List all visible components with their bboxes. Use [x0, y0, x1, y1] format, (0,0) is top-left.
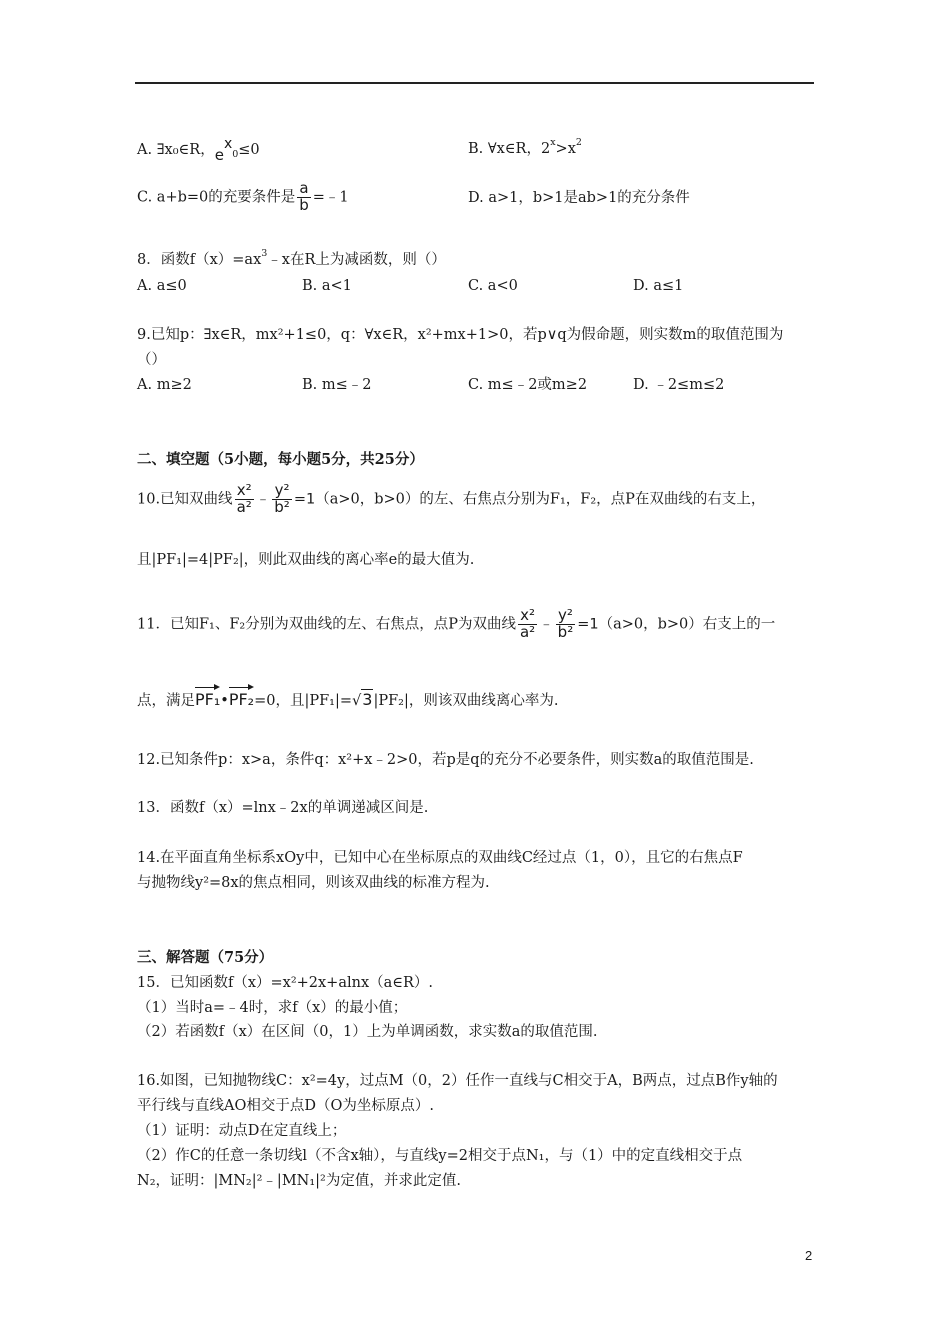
q14-line2: 与抛物线y²=8x的焦点相同，则该双曲线的标准方程为. — [137, 875, 490, 891]
fraction-x2-over-a2: $\frac{\text{x²}}{\text{a²}}$ — [236, 481, 252, 516]
fraction-y2-over-b2: $\frac{\text{y²}}{\text{b²}}$ — [557, 606, 574, 641]
q7-option-c: C. a+b=0的充要条件是 $\frac{a}{b}$ =﹣1 — [137, 179, 349, 214]
q8-option-b: B. a<1 — [302, 278, 352, 294]
q12-stem: 12.已知条件p：x>a，条件q：x²+x﹣2>0，若p是q的充分不必要条件，则实数a的取值范围是. — [137, 752, 754, 768]
q16-line1: 16.如图，已知抛物线C：x²=4y，过点M（0，2）任作一直线与C相交于A，B两点，过点B作y轴的 — [137, 1073, 778, 1089]
q8-option-d: D. a≤1 — [633, 278, 684, 294]
q9-option-c: C. m≤﹣2或m≥2 — [468, 377, 588, 393]
fraction-y2-over-b2: $\frac{\text{y²}}{\text{b²}}$ — [274, 481, 290, 516]
q16-part1: （1）证明：动点D在定直线上； — [137, 1123, 347, 1139]
q8-option-a: A. a≤0 — [137, 278, 187, 294]
q10-line2: 且|PF₁|=4|PF₂|，则此双曲线的离心率e的最大值为. — [137, 552, 475, 568]
q9-option-a: A. m≥2 — [137, 377, 192, 393]
q9-stem-line2: （） — [137, 352, 166, 368]
vector-pf2: PF₂ — [229, 686, 254, 709]
q16-part2-line2: N₂，证明：|MN₂|²﹣|MN₁|²为定值，并求此定值. — [137, 1173, 461, 1189]
fraction-x2-over-a2: $\frac{\text{x²}}{\text{a²}}$ — [519, 606, 536, 641]
q16-part2-line1: （2）作C的任意一条切线l（不含x轴），与直线y=2相交于点N₁，与（1）中的定直线相交于点 — [137, 1148, 743, 1164]
q10-line1: 10.已知双曲线 $\frac{\text{x²}}{\text{a²}}$ ﹣ $\frac{\text{y²}}{\text{b²}}$ =1（a>0，b>0）的左、右焦点分别为F₁，F₂，点P在双曲线的右支上， — [137, 481, 766, 516]
q15-stem: 15．已知函数f（x）=x²+2x+alnx（a∈R）. — [137, 975, 434, 991]
q15-part2: （2）若函数f（x）在区间（0，1）上为单调函数，求实数a的取值范围. — [137, 1024, 598, 1040]
q13-stem: 13．函数f（x）=lnx﹣2x的单调递减区间是. — [137, 800, 429, 816]
q11-line2: 点，满足PF₁•PF₂=0，且|PF₁|=√3|PF₂|，则该双曲线离心率为. — [137, 686, 558, 710]
q8-option-c: C. a<0 — [468, 278, 518, 294]
q8-stem: 8．函数$f(x)=ax^3﹣x$在R上为减函数，则（） — [137, 248, 446, 268]
section-3-heading: 三、解答题（75分） — [137, 949, 274, 966]
q11-line1: 11．已知F₁、F₂分别为双曲线的左、右焦点，点P为双曲线 $\frac{\text{x²}}{\text{a²}}$ ﹣ $\frac{\text{y²}}{\text{b²}}$ =1（a>0，b>0）右支上的一 — [137, 606, 776, 641]
q7-option-b: B. ∀x∈R，$2^x>x^2$ — [468, 137, 582, 157]
vector-pf1: PF₁ — [195, 686, 220, 709]
q9-option-b: B. m≤﹣2 — [302, 377, 372, 393]
fraction-a-over-b: $\frac{a}{b}$ — [299, 179, 309, 214]
q7-option-d: D. a>1，b>1是ab>1的充分条件 — [468, 190, 690, 206]
page-number: 2 — [805, 1248, 813, 1263]
q16-line2: 平行线与直线AO相交于点D（O为坐标原点）. — [137, 1098, 434, 1114]
q9-stem-line1: 9.已知p：∃x∈R，mx²+1≤0，q：∀x∈R，x²+mx+1>0，若p∨q为假命题，则实数m的取值范围为 — [137, 327, 784, 343]
sqrt-3: √3 — [352, 690, 373, 709]
q14-line1: 14.在平面直角坐标系xOy中，已知中心在坐标原点的双曲线C经过点（1，0），且它的右焦点F — [137, 850, 743, 866]
header-rule — [135, 82, 814, 84]
q15-part1: （1）当时a=﹣4时，求f（x）的最小值； — [137, 1000, 408, 1016]
q9-option-d: D. ﹣2≤m≤2 — [633, 377, 725, 393]
q7-option-a: A. ∃x₀∈R，$ex_0\le 0$ — [137, 136, 260, 164]
section-2-heading: 二、填空题（5小题，每小题5分，共25分） — [137, 451, 424, 468]
